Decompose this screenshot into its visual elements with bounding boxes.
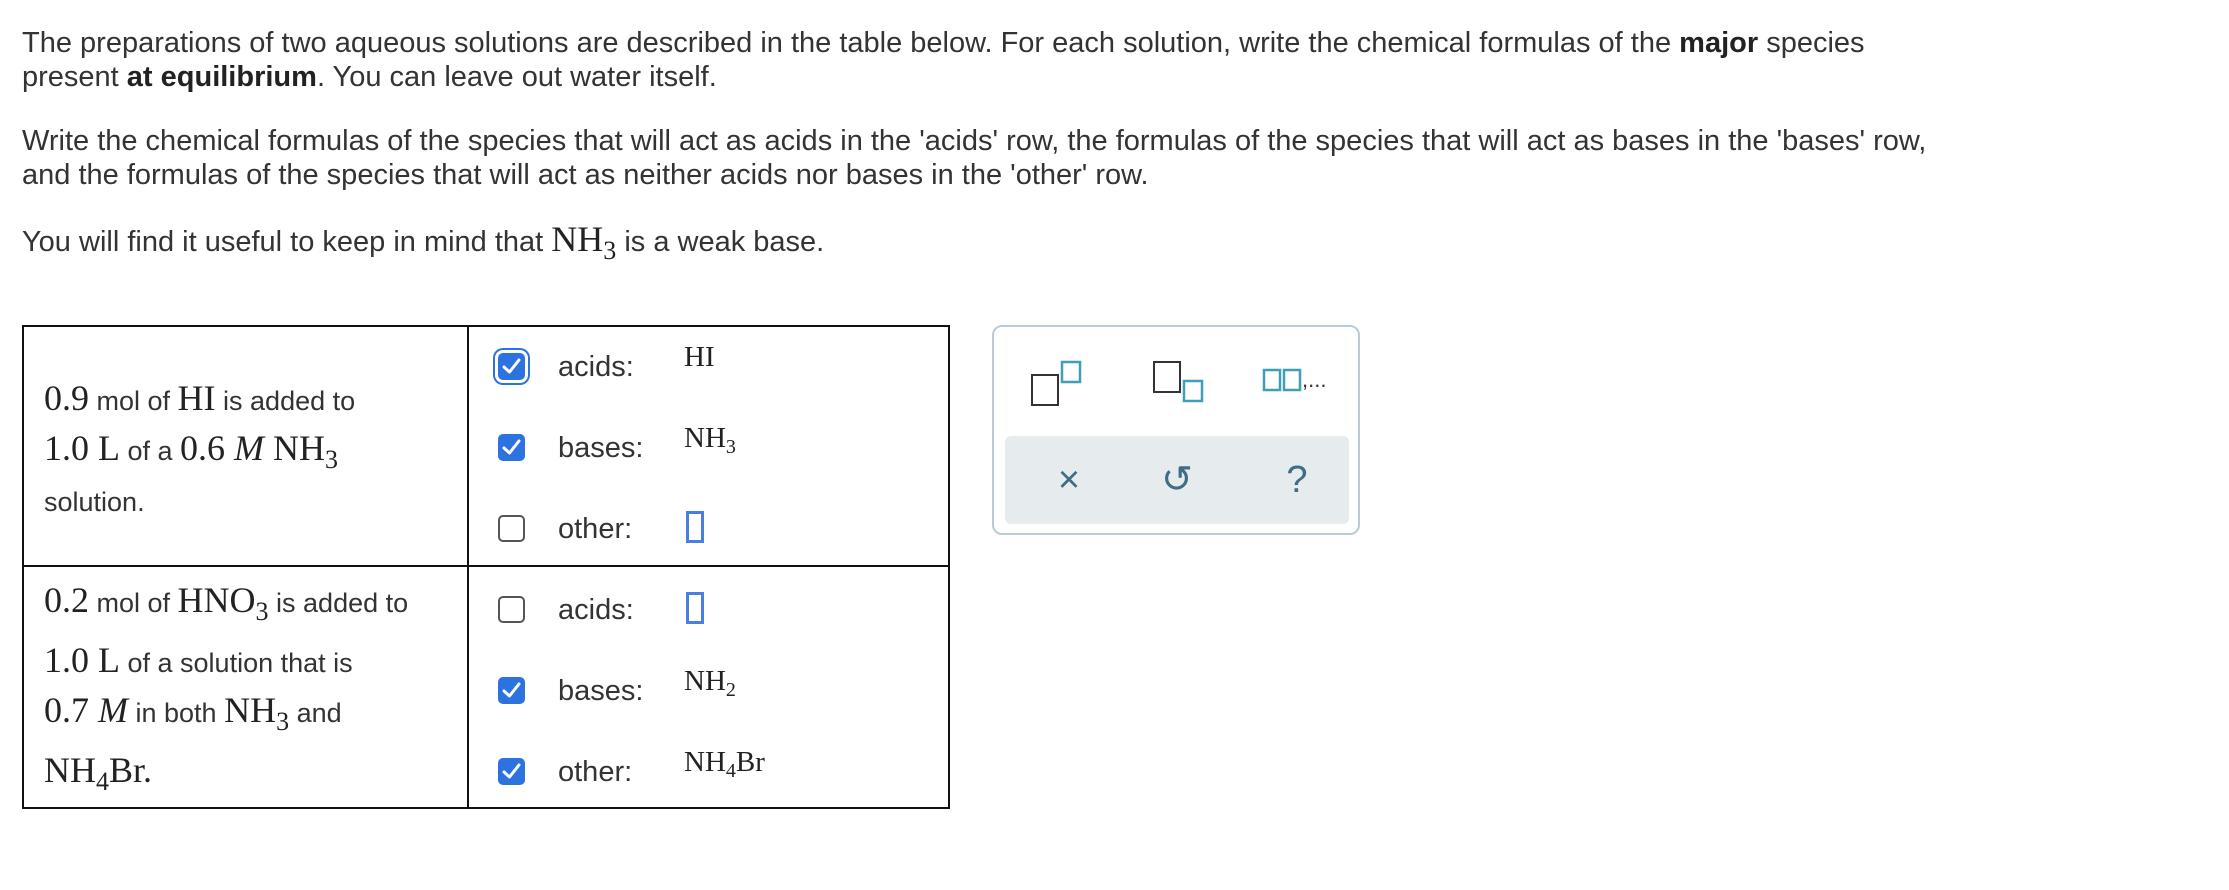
text: is added to [215,386,356,416]
solution-2-other-row [474,744,944,804]
undo-icon[interactable]: ↺ [1161,459,1193,501]
instruction-paragraph-3 [22,219,2212,265]
formula-nh3: $NH_3$ [264,428,339,474]
other-answer-field[interactable]: $NH_4Br$ [684,746,765,782]
instructions [22,26,2212,289]
text: . You can leave out water itself. [316,61,717,93]
bases-checkbox[interactable] [498,677,525,704]
solution-1-acids-row [474,339,944,399]
other-label: other: [558,513,633,545]
volume: 1.0 L [44,428,120,468]
text: present [22,61,127,93]
formula-nh3: $NH_3$ [224,690,290,736]
table-divider [24,565,948,567]
bases-label: bases: [558,432,644,464]
solutions-table [22,325,950,809]
formula-hi: HI [177,378,216,418]
solution-2-bases-row [474,663,944,723]
formula-nh3: $NH_3$ [551,219,617,265]
math-palette [992,325,1360,535]
bases-checkbox[interactable] [498,434,525,461]
acids-answer-field[interactable]: HI [684,341,715,373]
solution-1-other-row [474,501,944,561]
superscript-template-icon[interactable] [1030,359,1084,414]
text: species [1758,27,1865,59]
emphasis-major: major [1679,27,1759,59]
amount: 0.2 [44,580,89,620]
emphasis-at-equilibrium: at equilibrium [126,61,317,93]
solution-2-acids-row [474,582,944,642]
palette-toolbar [1005,436,1349,524]
other-checkbox[interactable] [498,758,525,785]
volume: 1.0 L [44,640,120,680]
text: You will find it useful to keep in mind that [22,226,552,258]
concentration: 0.6 [180,428,235,468]
text: and the formulas of the species that will act as neither acids nor bases in the 'other' row. [22,159,1149,191]
acids-label: acids: [558,351,634,383]
text: Write the chemical formulas of the species that will act as acids in the 'acids' row, the formulas of the species that will act as bases in the 'bases' row, [22,125,1927,157]
solution-1-bases-row [474,420,944,480]
bases-answer-field[interactable]: $NH_2$ [684,665,736,701]
acids-label: acids: [558,594,634,626]
other-answer-field[interactable] [686,511,704,543]
subscript-template-icon[interactable] [1152,359,1206,414]
text: and [289,698,342,728]
text: is a weak base. [616,226,825,258]
text: mol of [89,588,178,618]
text: in both [128,698,225,728]
amount: 0.9 [44,378,89,418]
text: of a solution that is [120,648,353,678]
bases-label: bases: [558,675,644,707]
bases-answer-field[interactable]: $NH_3$ [684,422,736,458]
clear-icon[interactable]: × [1057,459,1081,501]
molarity-unit: M [98,690,128,730]
concentration: 0.7 [44,690,98,730]
molarity-unit: M [234,428,265,468]
table-divider [467,327,469,807]
acids-answer-field[interactable] [686,592,704,624]
acids-checkbox[interactable] [498,596,525,623]
formula-hno3: $HNO_3$ [177,580,269,626]
text: solution. [44,487,145,517]
acids-checkbox[interactable] [498,353,525,380]
list-ellipsis: ,... [1302,367,1327,392]
text: of a [120,436,181,466]
other-label: other: [558,756,633,788]
list-template-icon[interactable] [1262,367,1326,393]
formula-nh4br: $NH_4Br$. [44,750,153,796]
text: The preparations of two aqueous solutions are described in the table below. For each solution, write the chemical formulas of the [22,27,1680,59]
instruction-paragraph-1 [22,26,2212,94]
text: is added to [268,588,409,618]
text: mol of [89,386,178,416]
other-checkbox[interactable] [498,515,525,542]
instruction-paragraph-2 [22,124,2212,192]
help-icon[interactable]: ? [1286,459,1308,501]
